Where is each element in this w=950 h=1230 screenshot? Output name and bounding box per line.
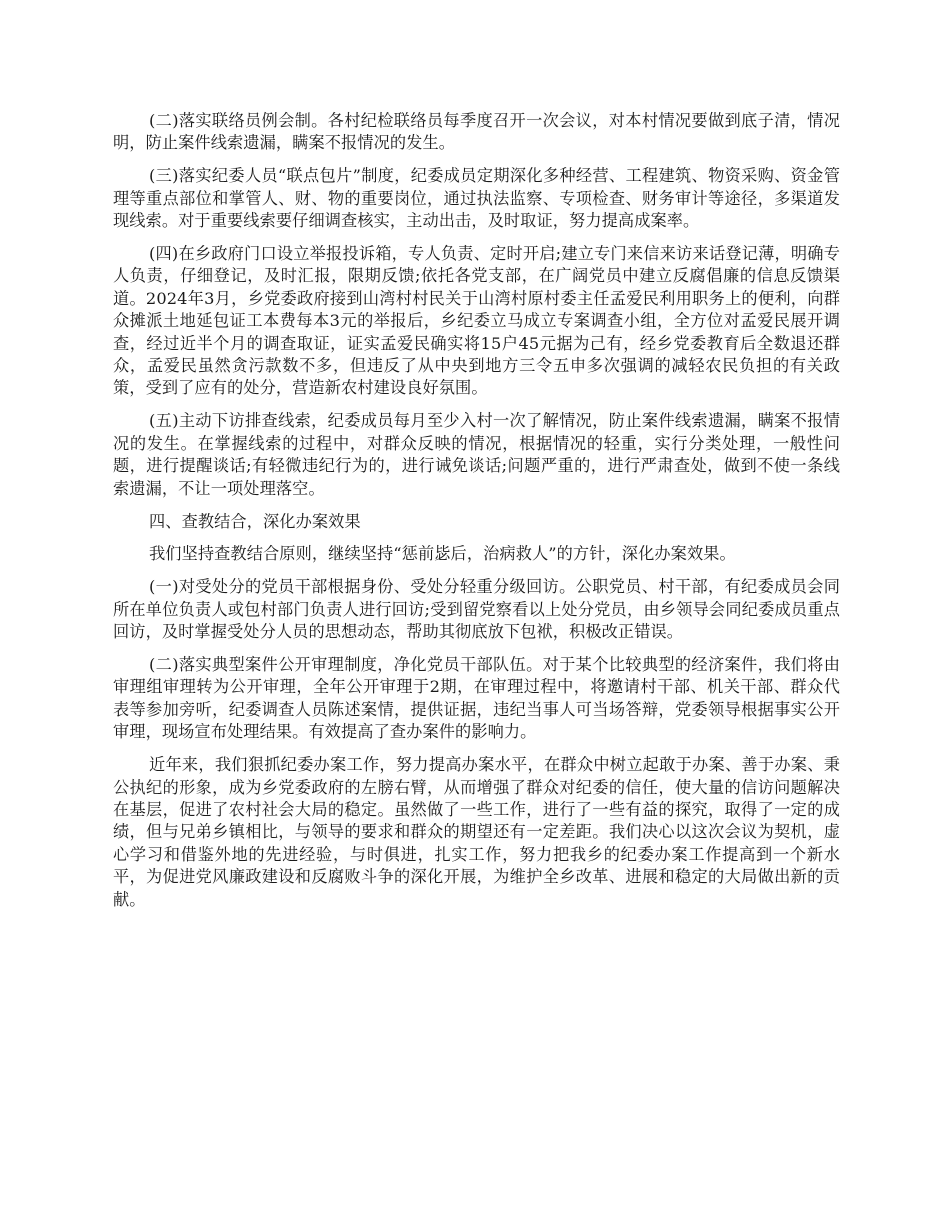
paragraph-public-trial: (二)落实典型案件公开审理制度，净化党员干部队伍。对于某个比较典型的经济案件，我们将由审理组审理转为公开审理，全年公开审理于2期，在审理过程中，将邀请村干部、机关干部、群众代表等参加旁听，纪委调查人员陈述案情，提供证据，违纪当事人可当场答辩，党委领导根据事实公开审理，现场宣布处理结果。有效提高了查办案件的影响力。 — [113, 655, 840, 742]
paragraph-village-visits: (五)主动下访排查线索，纪委成员每月至少入村一次了解情况，防止案件线索遗漏，瞒案不报情况的发生。在掌握线索的过程中，对群众反映的情况，根据情况的轻重，实行分类处理，一般性问题，进行提醒谈话;有轻微违纪行为的，进行诫免谈话;问题严重的，进行严肃查处，做到不使一条线索遗漏，不让一项处理落空。 — [113, 411, 840, 498]
paragraph-conclusion: 近年来，我们狠抓纪委办案工作，努力提高办案水平，在群众中树立起敢于办案、善于办案、秉公执纪的形象，成为乡党委政府的左膀右臂，从而增强了群众对纪委的信任，使大量的信访问题解决在基层，促进了农村社会大局的稳定。虽然做了一些工作，进行了一些有益的探究，取得了一定的成绩，但与兄弟乡镇相比，与领导的要求和群众的期望还有一定差距。我们决心以这次会议为契机，虚心学习和借鉴外地的先进经验，与时俱进，扎实工作，努力把我乡的纪委办案工作提高到一个新水平，为促进党风廉政建设和反腐败斗争的深化开展，为维护全乡改革、进展和稳定的大局做出新的贡献。 — [113, 755, 840, 909]
section-heading-four: 四、查教结合，深化办案效果 — [149, 511, 361, 531]
paragraph-liaison-meeting: (二)落实联络员例会制。各村纪检联络员每季度召开一次会议，对本村情况要做到底子清，情况明，防止案件线索遗漏，瞒案不报情况的发生。 — [113, 111, 840, 153]
paragraph-return-visits: (一)对受处分的党员干部根据身份、受处分轻重分级回访。公职党员、村干部，有纪委成员会同所在单位负责人或包村部门负责人进行回访;受到留党察看以上处分党员，由乡领导会同纪委成员重点回访，及时掌握受处分人员的思想动态，帮助其彻底放下包袱，积极改正错误。 — [113, 577, 840, 642]
document-page — [113, 110, 840, 922]
paragraph-report-box: (四)在乡政府门口设立举报投诉箱，专人负责、定时开启;建立专门来信来访来话登记薄，明确专人负责，仔细登记，及时汇报，限期反馈;依托各党支部，在广阔党员中建立反腐倡廉的信息反馈渠道。2024年3月，乡党委政府接到山湾村村民关于山湾村原村委主任孟爱民利用职务上的便利，向群众摊派土地延包证工本费每本3元的举报后，乡纪委立马成立专案调查小组，全方位对孟爱民展开调查，经过近半个月的调查取证，证实孟爱民确实将15户45元据为己有，经乡党委教育后全数退还群众，孟爱民虽然贪污款数不多，但违反了从中央到地方三令五申多次强调的减轻农民负担的有关政策，受到了应有的处分，营造新农村建设良好氛围。 — [113, 244, 840, 398]
paragraph-principle: 我们坚持查教结合原则，继续坚持“惩前毖后，治病救人”的方针，深化办案效果。 — [149, 544, 736, 564]
paragraph-contact-point-system: (三)落实纪委人员“联点包片”制度，纪委成员定期深化多种经营、工程建筑、物资采购、资金管理等重点部位和掌管人、财、物的重要岗位，通过执法监察、专项检查、财务审计等途径，多渠道发现线索。对于重要线索要仔细调查核实，主动出击，及时取证，努力提高成案率。 — [113, 166, 840, 231]
